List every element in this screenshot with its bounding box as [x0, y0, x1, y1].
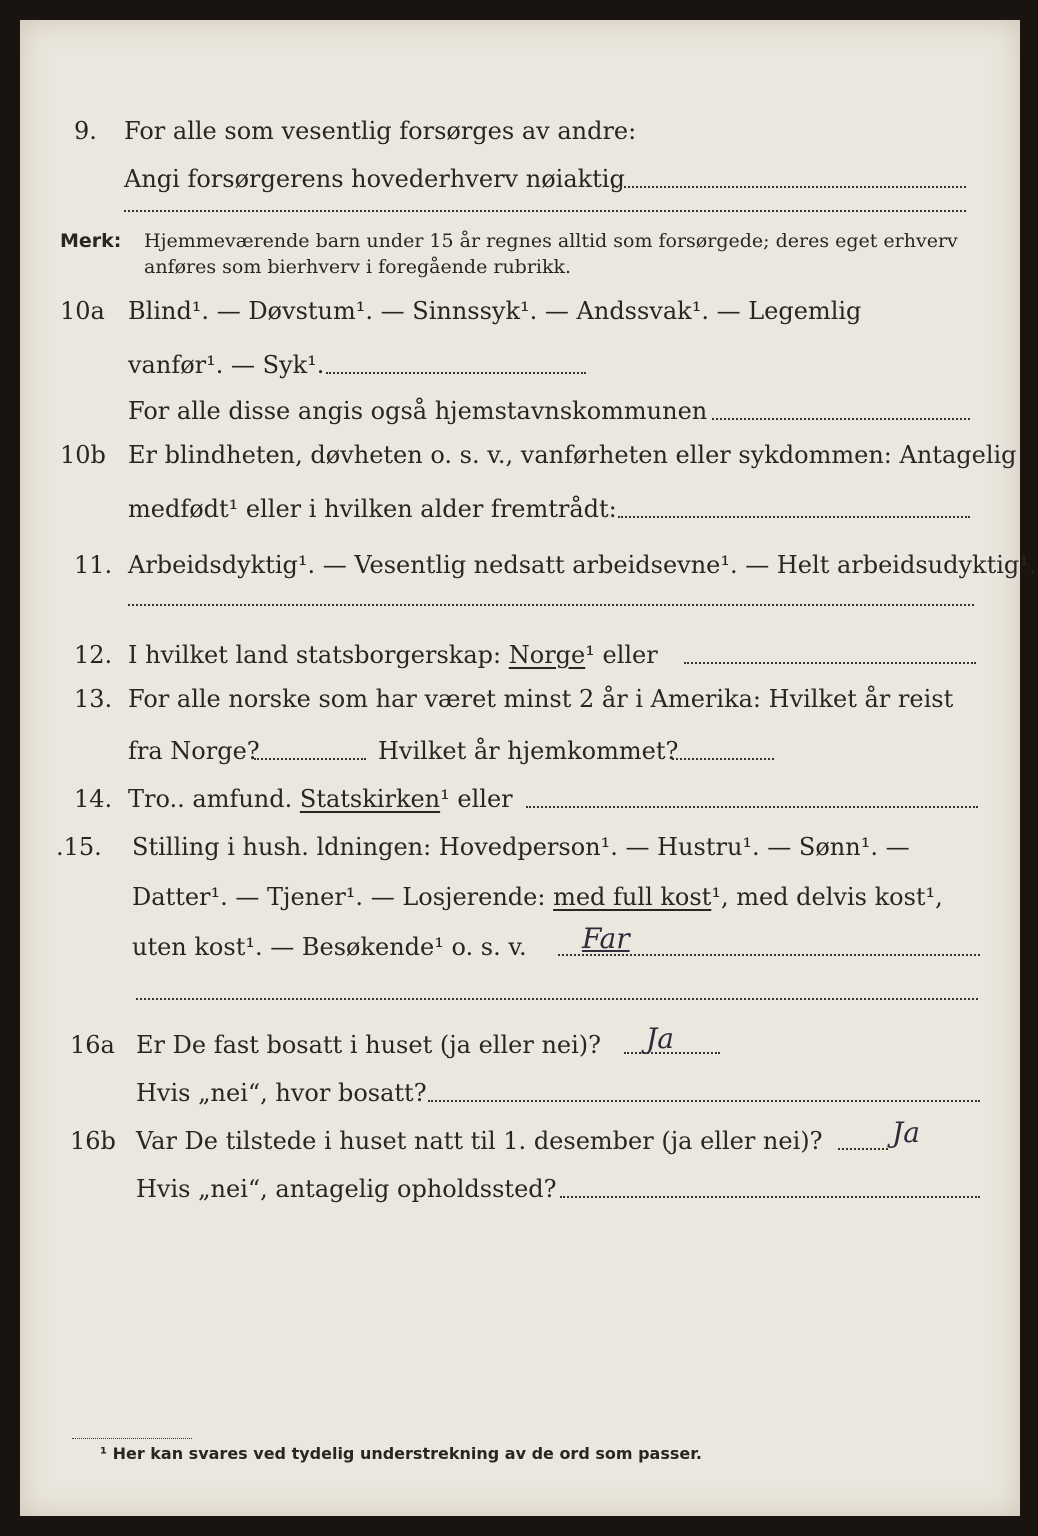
item-number: 16b: [70, 1127, 116, 1155]
answer-line[interactable]: [618, 516, 970, 518]
item-number: .15.: [56, 833, 102, 861]
item-text-pre: Tro.. amfund.: [128, 785, 293, 813]
item-text-pre: Datter¹. — Tjener¹. — Losjerende:: [132, 883, 546, 911]
answer-line[interactable]: [128, 604, 974, 606]
item-text: Hvilket år hjemkommet?: [378, 737, 679, 765]
footnote-rule: [72, 1438, 192, 1439]
item-text: [128, 784, 513, 814]
merk-text: anføres som bierhverv i foregående rubrikk.: [144, 256, 572, 278]
item-number: 16a: [70, 1031, 115, 1059]
footnote: ¹ Her kan svares ved tydelig understrekning av de ord som passer.: [100, 1444, 702, 1463]
answer-line[interactable]: [838, 1148, 888, 1150]
item-text: fra Norge?: [128, 737, 260, 765]
norge-option[interactable]: Norge: [508, 641, 586, 669]
answer-line[interactable]: [136, 998, 978, 1000]
answer-line[interactable]: [526, 806, 978, 808]
item-text: medfødt¹ eller i hvilken alder fremtrådt:: [128, 495, 617, 523]
item-text: For alle norske som har været minst 2 år i Amerika: Hvilket år reist: [128, 685, 954, 713]
med-full-kost-option[interactable]: med full kost: [553, 883, 712, 911]
merk-text: Hjemmeværende barn under 15 år regnes alltid som forsørgede; deres eget erhverv: [144, 230, 958, 252]
item-text: [128, 640, 658, 670]
item-text: Blind¹. — Døvstum¹. — Sinnssyk¹. — Andssvak¹. — Legemlig: [128, 297, 862, 325]
answer-line[interactable]: [612, 186, 966, 188]
item-number: 12.: [74, 641, 113, 669]
answer-line[interactable]: [124, 210, 966, 212]
item-text: [132, 882, 943, 912]
answer-line[interactable]: [254, 758, 366, 760]
item-number: 10b: [60, 441, 106, 469]
answer-line[interactable]: [672, 758, 774, 760]
item-text: Var De tilstede i huset natt til 1. desember (ja eller nei)?: [136, 1127, 823, 1155]
handwritten-answer: Ja: [646, 1022, 674, 1055]
handwritten-answer: Far: [582, 922, 630, 955]
item-text-post: ¹, med delvis kost¹,: [711, 883, 943, 911]
statskirken-option[interactable]: Statskirken: [299, 785, 441, 813]
item-number: 11.: [74, 551, 113, 579]
item-text: Er De fast bosatt i huset (ja eller nei)?: [136, 1031, 602, 1059]
item-number: 10a: [60, 297, 105, 325]
answer-line[interactable]: [560, 1196, 980, 1198]
item-number: 14.: [74, 785, 113, 813]
item-text: For alle som vesentlig forsørges av andre:: [124, 117, 637, 145]
item-text-post: ¹ eller: [585, 641, 658, 669]
item-text: vanfør¹. — Syk¹.: [128, 351, 325, 379]
item-text: Er blindheten, døvheten o. s. v., vanførheten eller sykdommen: Antagelig: [128, 441, 1017, 469]
item-number: 9.: [74, 117, 97, 145]
item-text-post: ¹ eller: [440, 785, 513, 813]
form-page: [20, 20, 1037, 1516]
item-text: Angi forsørgerens hovederhverv nøiaktig: [124, 165, 625, 193]
item-text: Hvis „nei“, hvor bosatt?: [136, 1079, 427, 1107]
answer-line[interactable]: [712, 418, 970, 420]
handwritten-answer: Ja: [892, 1116, 920, 1149]
item-number: 13.: [74, 685, 113, 713]
answer-line[interactable]: [326, 372, 586, 374]
answer-line[interactable]: [684, 662, 976, 664]
item-text: For alle disse angis også hjemstavnskommunen: [128, 397, 708, 425]
item-text: uten kost¹. — Besøkende¹ o. s. v.: [132, 933, 527, 961]
item-text: Hvis „nei“, antagelig opholdssted?: [136, 1175, 557, 1203]
item-text-pre: I hvilket land statsborgerskap:: [128, 641, 502, 669]
item-text: Stilling i hush. ldningen: Hovedperson¹. — Hustru¹. — Sønn¹. —: [132, 833, 910, 861]
item-text: Arbeidsdyktig¹. — Vesentlig nedsatt arbeidsevne¹. — Helt arbeidsudyktig¹.: [128, 551, 1037, 579]
answer-line[interactable]: [428, 1100, 980, 1102]
merk-label: Merk:: [60, 230, 122, 252]
